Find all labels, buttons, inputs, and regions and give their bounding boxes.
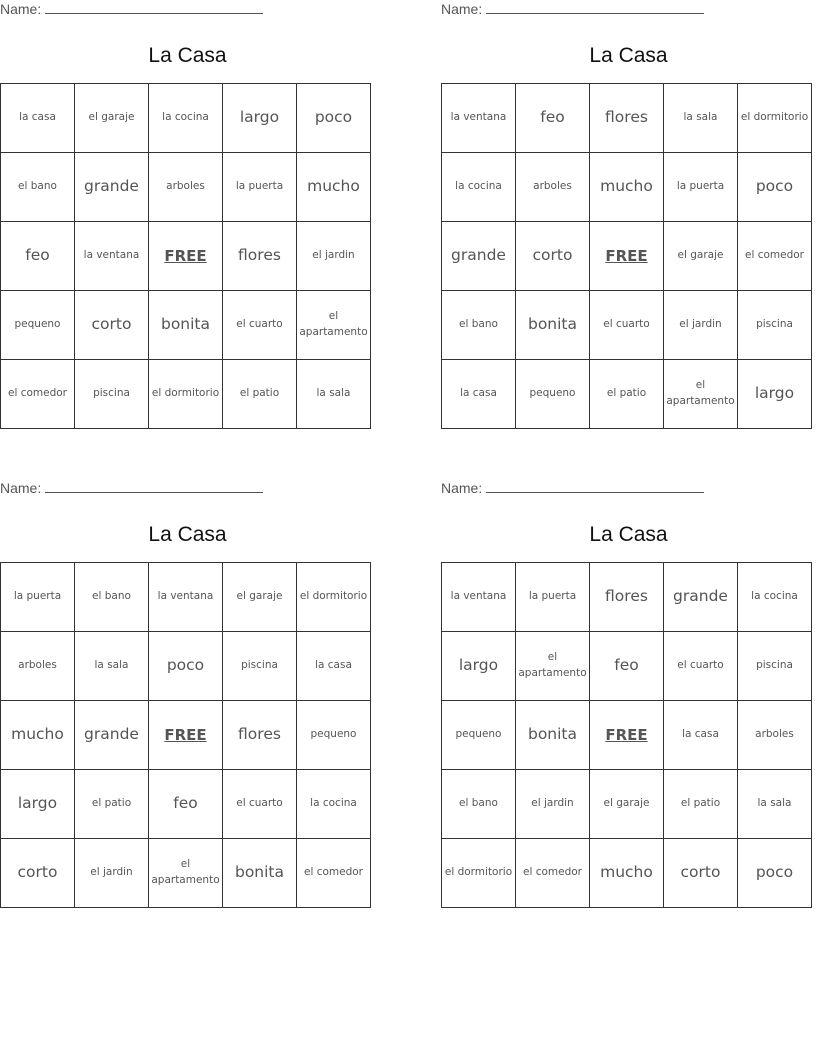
bingo-cell: pequeno — [1, 291, 75, 360]
bingo-cell: el bano — [442, 770, 516, 839]
grid-row — [442, 770, 812, 839]
grid-row — [442, 563, 812, 632]
bingo-cell: piscina — [223, 632, 297, 701]
bingo-card-1 — [0, 0, 375, 434]
bingo-cell: el garaje — [590, 770, 664, 839]
bingo-cell: la sala — [738, 770, 812, 839]
name-line — [441, 1, 704, 17]
bingo-cell: poco — [738, 153, 812, 222]
bingo-cell: largo — [223, 84, 297, 153]
bingo-cell: bonita — [149, 291, 223, 360]
bingo-cell: el garaje — [664, 222, 738, 291]
bingo-cell: flores — [223, 701, 297, 770]
bingo-cell: la ventana — [75, 222, 149, 291]
bingo-cell: arboles — [516, 153, 590, 222]
card-title: La Casa — [148, 44, 227, 67]
bingo-grid — [441, 83, 812, 429]
bingo-grid — [0, 83, 371, 429]
name-line — [441, 480, 704, 496]
grid-row — [1, 84, 371, 153]
bingo-cell: el dormitorio — [149, 360, 223, 429]
bingo-cell: el comedor — [1, 360, 75, 429]
grid-row — [442, 839, 812, 908]
bingo-card-3 — [0, 479, 375, 913]
free-space-cell: FREE — [590, 701, 664, 770]
grid-row — [1, 360, 371, 429]
bingo-cell: el apartamento — [664, 360, 738, 429]
bingo-cell: el apartamento — [516, 632, 590, 701]
free-space-cell: FREE — [149, 222, 223, 291]
bingo-cell: poco — [297, 84, 371, 153]
bingo-cell: la casa — [442, 360, 516, 429]
bingo-cell: piscina — [738, 291, 812, 360]
bingo-cell: pequeno — [297, 701, 371, 770]
name-label: Name: — [441, 480, 483, 496]
bingo-cell: el cuarto — [590, 291, 664, 360]
bingo-grid — [0, 562, 371, 908]
bingo-cell: bonita — [516, 701, 590, 770]
card-title: La Casa — [589, 44, 668, 67]
bingo-cell: piscina — [738, 632, 812, 701]
bingo-cell: mucho — [1, 701, 75, 770]
grid-row — [1, 153, 371, 222]
bingo-cell: feo — [149, 770, 223, 839]
bingo-cell: grande — [75, 701, 149, 770]
bingo-cell: feo — [590, 632, 664, 701]
bingo-cell: el jardin — [75, 839, 149, 908]
bingo-cell: el dormitorio — [738, 84, 812, 153]
bingo-cell: el garaje — [223, 563, 297, 632]
bingo-cell: feo — [1, 222, 75, 291]
bingo-cell: el bano — [442, 291, 516, 360]
bingo-cell: la cocina — [738, 563, 812, 632]
bingo-cell: arboles — [1, 632, 75, 701]
name-write-line — [486, 480, 704, 493]
bingo-cell: el jardin — [664, 291, 738, 360]
grid-row — [1, 291, 371, 360]
bingo-cell: la ventana — [442, 84, 516, 153]
bingo-cell: el cuarto — [223, 291, 297, 360]
name-write-line — [45, 1, 263, 14]
bingo-cell: corto — [516, 222, 590, 291]
bingo-cell: mucho — [590, 153, 664, 222]
bingo-cell: arboles — [149, 153, 223, 222]
bingo-cell: el bano — [75, 563, 149, 632]
bingo-cell: el patio — [75, 770, 149, 839]
bingo-cell: feo — [516, 84, 590, 153]
bingo-cell: bonita — [223, 839, 297, 908]
free-space-cell: FREE — [590, 222, 664, 291]
grid-row — [442, 153, 812, 222]
bingo-cell: la cocina — [442, 153, 516, 222]
bingo-cell: el apartamento — [297, 291, 371, 360]
bingo-cell: la puerta — [664, 153, 738, 222]
bingo-cell: la cocina — [149, 84, 223, 153]
bingo-cell: el cuarto — [664, 632, 738, 701]
bingo-cell: corto — [1, 839, 75, 908]
bingo-cell: la casa — [297, 632, 371, 701]
bingo-card-4 — [441, 479, 816, 913]
bingo-cell: el patio — [664, 770, 738, 839]
grid-row — [1, 632, 371, 701]
bingo-cell: el jardin — [297, 222, 371, 291]
bingo-cell: pequeno — [516, 360, 590, 429]
bingo-cell: la ventana — [149, 563, 223, 632]
grid-row — [1, 770, 371, 839]
bingo-cell: el jardin — [516, 770, 590, 839]
grid-row — [1, 839, 371, 908]
bingo-cell: mucho — [590, 839, 664, 908]
bingo-cell: corto — [664, 839, 738, 908]
card-title: La Casa — [589, 523, 668, 546]
bingo-cell: el bano — [1, 153, 75, 222]
bingo-cell: mucho — [297, 153, 371, 222]
name-line — [0, 1, 263, 17]
grid-row — [442, 84, 812, 153]
name-label: Name: — [0, 480, 42, 496]
bingo-cell: grande — [75, 153, 149, 222]
bingo-cell: el cuarto — [223, 770, 297, 839]
grid-row — [1, 701, 371, 770]
bingo-cell: el patio — [223, 360, 297, 429]
bingo-cell: poco — [738, 839, 812, 908]
bingo-cell: flores — [590, 84, 664, 153]
name-label: Name: — [441, 1, 483, 17]
name-label: Name: — [0, 1, 42, 17]
bingo-cell: la sala — [297, 360, 371, 429]
bingo-cell: piscina — [75, 360, 149, 429]
grid-row — [442, 701, 812, 770]
bingo-cell: pequeno — [442, 701, 516, 770]
grid-row — [442, 291, 812, 360]
bingo-cell: la casa — [1, 84, 75, 153]
bingo-cell: la puerta — [516, 563, 590, 632]
bingo-cell: poco — [149, 632, 223, 701]
bingo-cell: el garaje — [75, 84, 149, 153]
bingo-cell: largo — [738, 360, 812, 429]
bingo-cell: el patio — [590, 360, 664, 429]
name-write-line — [45, 480, 263, 493]
bingo-cell: la cocina — [297, 770, 371, 839]
card-title: La Casa — [148, 523, 227, 546]
bingo-cell: el dormitorio — [442, 839, 516, 908]
bingo-cell: corto — [75, 291, 149, 360]
bingo-cell: el comedor — [297, 839, 371, 908]
bingo-cell: la casa — [664, 701, 738, 770]
grid-row — [442, 360, 812, 429]
bingo-cell: grande — [664, 563, 738, 632]
bingo-cell: largo — [442, 632, 516, 701]
bingo-cell: el comedor — [738, 222, 812, 291]
grid-row — [1, 563, 371, 632]
bingo-cell: grande — [442, 222, 516, 291]
bingo-cell: la puerta — [1, 563, 75, 632]
name-write-line — [486, 1, 704, 14]
bingo-cell: largo — [1, 770, 75, 839]
grid-row — [1, 222, 371, 291]
bingo-card-2 — [441, 0, 816, 434]
bingo-cell: la sala — [664, 84, 738, 153]
bingo-cell: la ventana — [442, 563, 516, 632]
bingo-cell: el dormitorio — [297, 563, 371, 632]
bingo-cell: flores — [590, 563, 664, 632]
free-space-cell: FREE — [149, 701, 223, 770]
bingo-cell: el apartamento — [149, 839, 223, 908]
grid-row — [442, 222, 812, 291]
grid-row — [442, 632, 812, 701]
bingo-cell: la sala — [75, 632, 149, 701]
bingo-cell: bonita — [516, 291, 590, 360]
name-line — [0, 480, 263, 496]
bingo-cell: arboles — [738, 701, 812, 770]
bingo-cell: la puerta — [223, 153, 297, 222]
bingo-cell: el comedor — [516, 839, 590, 908]
bingo-cell: flores — [223, 222, 297, 291]
bingo-grid — [441, 562, 812, 908]
